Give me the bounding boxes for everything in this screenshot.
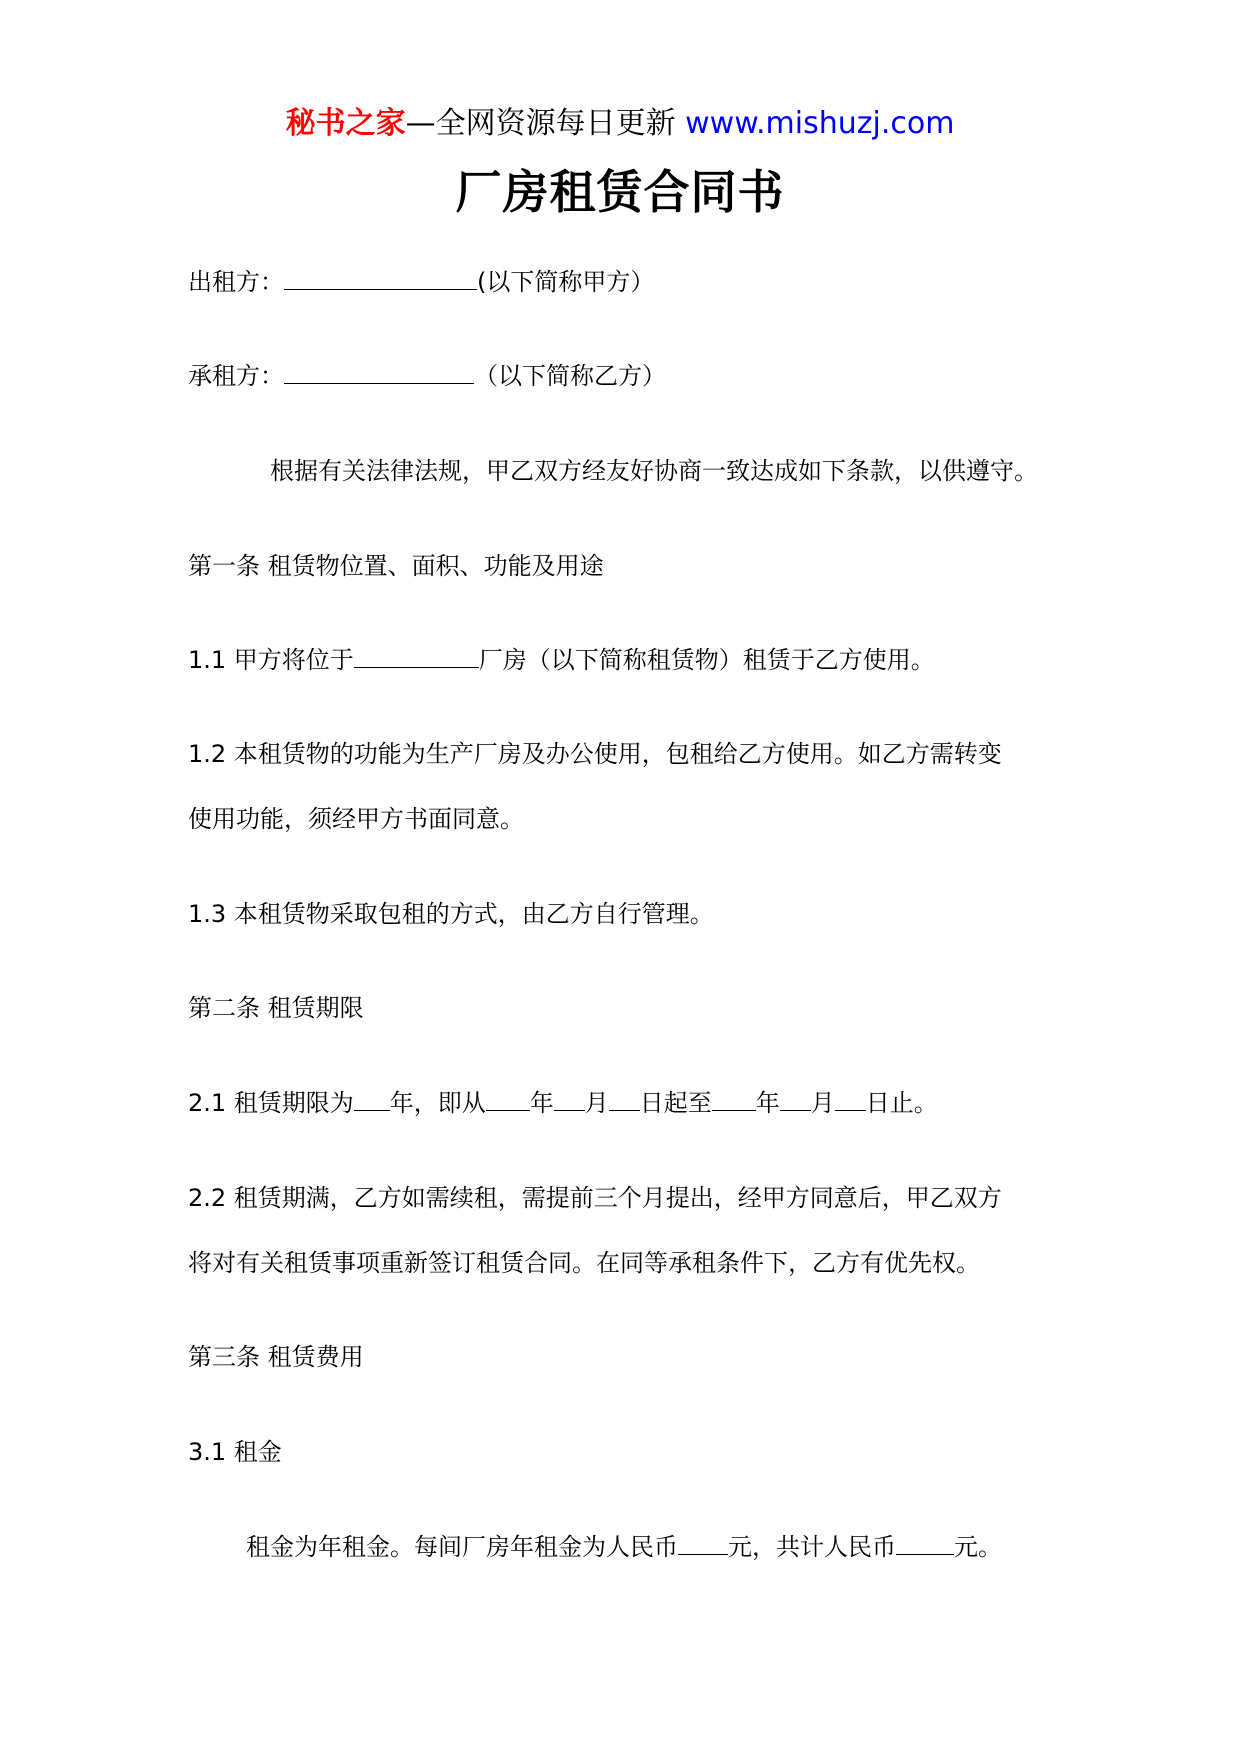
site-brand: 秘书之家: [285, 106, 406, 141]
clause-2-2-line-1: 2.2 租赁期满，乙方如需续租，需提前三个月提出，经甲方同意后，甲乙双方: [188, 1184, 1002, 1212]
article-1-heading: 第一条 租赁物位置、面积、功能及用途: [188, 552, 604, 580]
clause-2-1-text: 日止。: [865, 1089, 938, 1117]
rent-text: 元。: [954, 1533, 1002, 1561]
clause-2-1-text: 月: [810, 1089, 835, 1117]
clause-1-2-line-1: 1.2 本租赁物的功能为生产厂房及办公使用，包租给乙方使用。如乙方需转变: [188, 740, 1002, 768]
end-year-blank: [712, 1086, 756, 1111]
site-tagline: —全网资源每日更新: [405, 106, 686, 141]
clause-1-2-line-2: 使用功能，须经甲方书面同意。: [188, 805, 524, 833]
article-2-heading: 第二条 租赁期限: [188, 994, 364, 1022]
rent-paragraph: [246, 1530, 1002, 1564]
lessor-label: 出租方：: [188, 268, 284, 296]
lessee-suffix: （以下简称乙方）: [474, 362, 666, 390]
clause-2-1-text: 日起至: [639, 1089, 712, 1117]
clause-1-1-suffix: 厂房（以下简称租赁物）租赁于乙方使用。: [478, 646, 935, 674]
clause-2-1-text: 2.1 租赁期限为: [188, 1089, 354, 1117]
clause-2-1-text: 年: [529, 1089, 554, 1117]
clause-2-2-line-2: 将对有关租赁事项重新签订租赁合同。在同等承租条件下，乙方有优先权。: [188, 1249, 980, 1277]
annual-rent-blank: [678, 1530, 728, 1555]
lessor-line: [188, 265, 654, 299]
start-day-blank: [609, 1086, 640, 1111]
clause-2-1-text: 月: [584, 1089, 609, 1117]
lessee-label: 承租方：: [188, 362, 284, 390]
clause-2-1-text: 年: [755, 1089, 780, 1117]
site-url-link[interactable]: www.mishuzj.com: [685, 106, 955, 141]
intro-paragraph: 根据有关法律法规，甲乙双方经友好协商一致达成如下条款，以供遵守。: [270, 457, 1038, 485]
lessee-blank: [284, 359, 474, 384]
clause-2-1-text: 年，即从: [389, 1089, 486, 1117]
rent-text: 元，共计人民币: [728, 1533, 896, 1561]
clause-1-1-prefix: 1.1 甲方将位于: [188, 646, 354, 674]
lessee-line: [188, 359, 666, 393]
clause-1-3: 1.3 本租赁物采取包租的方式，由乙方自行管理。: [188, 900, 714, 928]
location-blank: [354, 643, 479, 668]
total-rent-blank: [896, 1530, 954, 1555]
end-day-blank: [835, 1086, 866, 1111]
clause-3-1: 3.1 租金: [188, 1438, 282, 1466]
start-year-blank: [486, 1086, 530, 1111]
start-month-blank: [554, 1086, 585, 1111]
clause-2-1: [188, 1086, 938, 1120]
end-month-blank: [780, 1086, 811, 1111]
article-3-heading: 第三条 租赁费用: [188, 1343, 364, 1371]
term-years-blank: [354, 1086, 390, 1111]
document-title: 厂房租赁合同书: [455, 165, 785, 219]
site-header: [0, 104, 1240, 144]
lessor-blank: [284, 265, 477, 290]
clause-1-1: [188, 643, 935, 677]
rent-text: 租金为年租金。每间厂房年租金为人民币: [246, 1533, 678, 1561]
lessor-suffix: (以下简称甲方）: [477, 268, 655, 296]
